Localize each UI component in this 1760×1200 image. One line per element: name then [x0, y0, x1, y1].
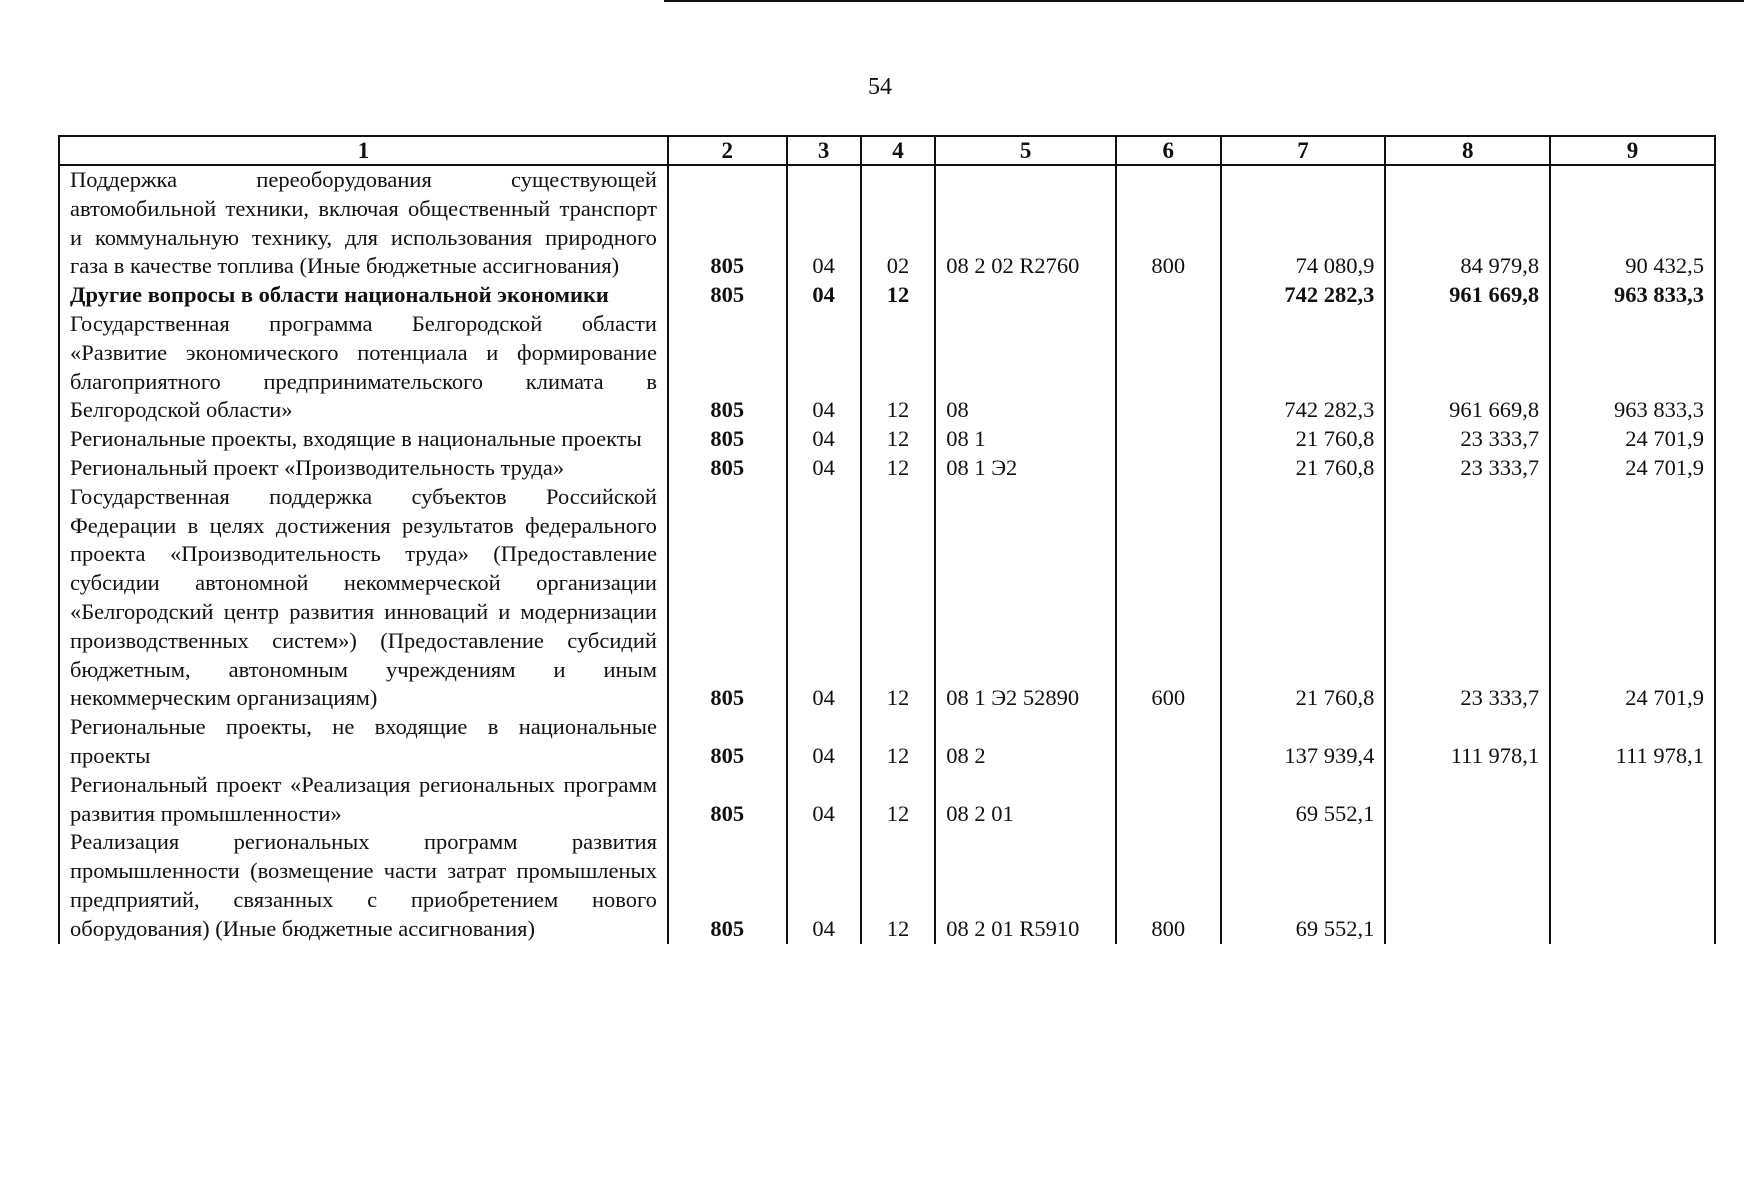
row-name: Государственная программа Белгородской области «Развитие экономического потенциала и формирование благоприятного предпринимательского климата в Белгородской области»: [59, 310, 668, 425]
row-name: Региональный проект «Реализация региональных программ развития промышленности»: [59, 771, 668, 829]
cell-col9: 24 701,9: [1550, 425, 1715, 454]
cell-col6: [1116, 425, 1221, 454]
cell-col2: 805: [668, 310, 787, 425]
cell-col2: 805: [668, 454, 787, 483]
col-header-5: 5: [935, 136, 1116, 165]
row-name: Региональные проекты, не входящие в национальные проекты: [59, 713, 668, 771]
cell-col6: [1116, 454, 1221, 483]
cell-col4: 12: [861, 454, 935, 483]
cell-col4: 12: [861, 310, 935, 425]
cell-col9: 963 833,3: [1550, 281, 1715, 310]
cell-col8: 961 669,8: [1385, 281, 1550, 310]
cell-col7: 137 939,4: [1221, 713, 1386, 771]
col-header-7: 7: [1221, 136, 1386, 165]
table-row: [59, 828, 1715, 943]
cell-col6: 800: [1116, 828, 1221, 943]
cell-col4: 12: [861, 425, 935, 454]
top-rule: [664, 0, 1744, 2]
row-name: Реализация региональных программ развития промышленности (возмещение части затрат промышленых предприятий, связанных с приобретением нового оборудования) (Иные бюджетные ассигнования): [59, 828, 668, 943]
cell-col5: [935, 281, 1116, 310]
cell-col4: 12: [861, 483, 935, 713]
cell-col3: 04: [787, 828, 861, 943]
table-row: [59, 713, 1715, 771]
cell-col4: 12: [861, 281, 935, 310]
table-row: [59, 281, 1715, 310]
cell-col7: 21 760,8: [1221, 454, 1386, 483]
cell-col2: 805: [668, 713, 787, 771]
col-header-9: 9: [1550, 136, 1715, 165]
table-row: [59, 454, 1715, 483]
cell-col3: 04: [787, 165, 861, 281]
cell-col2: 805: [668, 828, 787, 943]
header-row: [59, 136, 1715, 165]
cell-col5: 08 1 Э2: [935, 454, 1116, 483]
col-header-4: 4: [861, 136, 935, 165]
table-row: [59, 310, 1715, 425]
cell-col5: 08 1 Э2 52890: [935, 483, 1116, 713]
cell-col4: 12: [861, 771, 935, 829]
cell-col2: 805: [668, 771, 787, 829]
table-row: [59, 483, 1715, 713]
cell-col5: 08 2 01 R5910: [935, 828, 1116, 943]
cell-col9: [1550, 771, 1715, 829]
cell-col8: 961 669,8: [1385, 310, 1550, 425]
cell-col2: 805: [668, 165, 787, 281]
table-row: [59, 771, 1715, 829]
cell-col5: 08 2: [935, 713, 1116, 771]
col-header-3: 3: [787, 136, 861, 165]
cell-col6: [1116, 771, 1221, 829]
cell-col5: 08 2 01: [935, 771, 1116, 829]
cell-col2: 805: [668, 281, 787, 310]
cell-col5: 08 2 02 R2760: [935, 165, 1116, 281]
cell-col3: 04: [787, 713, 861, 771]
cell-col7: 742 282,3: [1221, 281, 1386, 310]
cell-col9: 963 833,3: [1550, 310, 1715, 425]
cell-col7: 74 080,9: [1221, 165, 1386, 281]
cell-col7: 742 282,3: [1221, 310, 1386, 425]
row-name: Региональный проект «Производительность труда»: [59, 454, 668, 483]
cell-col8: 23 333,7: [1385, 483, 1550, 713]
cell-col3: 04: [787, 425, 861, 454]
budget-table: [58, 135, 1716, 944]
cell-col8: 111 978,1: [1385, 713, 1550, 771]
cell-col9: 24 701,9: [1550, 454, 1715, 483]
cell-col5: 08: [935, 310, 1116, 425]
cell-col4: 02: [861, 165, 935, 281]
col-header-6: 6: [1116, 136, 1221, 165]
cell-col9: [1550, 828, 1715, 943]
cell-col8: [1385, 828, 1550, 943]
row-name: Государственная поддержка субъектов Российской Федерации в целях достижения результатов федерального проекта «Производительность труда» (Предоставление субсидии автономной некоммерческой организации «Белгородский центр развития инноваций и модернизации производственных систем») (Предоставление субсидий бюджетным, автономным учреждениям и иным некоммерческим организациям): [59, 483, 668, 713]
page-number: 54: [868, 74, 892, 100]
cell-col4: 12: [861, 828, 935, 943]
table-row: [59, 425, 1715, 454]
cell-col3: 04: [787, 281, 861, 310]
cell-col7: 21 760,8: [1221, 425, 1386, 454]
cell-col8: 23 333,7: [1385, 425, 1550, 454]
col-header-8: 8: [1385, 136, 1550, 165]
row-name: Поддержка переоборудования существующей автомобильной техники, включая общественный транспорт и коммунальную технику, для использования природного газа в качестве топлива (Иные бюджетные ассигнования): [59, 165, 668, 281]
cell-col4: 12: [861, 713, 935, 771]
cell-col6: [1116, 310, 1221, 425]
cell-col3: 04: [787, 771, 861, 829]
row-name: Другие вопросы в области национальной экономики: [59, 281, 668, 310]
cell-col3: 04: [787, 310, 861, 425]
cell-col6: 600: [1116, 483, 1221, 713]
cell-col6: [1116, 713, 1221, 771]
cell-col3: 04: [787, 483, 861, 713]
cell-col6: 800: [1116, 165, 1221, 281]
cell-col5: 08 1: [935, 425, 1116, 454]
cell-col8: 23 333,7: [1385, 454, 1550, 483]
cell-col3: 04: [787, 454, 861, 483]
cell-col8: [1385, 771, 1550, 829]
row-name: Региональные проекты, входящие в национальные проекты: [59, 425, 668, 454]
cell-col8: 84 979,8: [1385, 165, 1550, 281]
col-header-2: 2: [668, 136, 787, 165]
cell-col9: 111 978,1: [1550, 713, 1715, 771]
col-header-1: 1: [59, 136, 668, 165]
cell-col7: 69 552,1: [1221, 828, 1386, 943]
cell-col9: 90 432,5: [1550, 165, 1715, 281]
cell-col9: 24 701,9: [1550, 483, 1715, 713]
cell-col2: 805: [668, 425, 787, 454]
cell-col7: 69 552,1: [1221, 771, 1386, 829]
cell-col7: 21 760,8: [1221, 483, 1386, 713]
table-row: [59, 165, 1715, 281]
cell-col6: [1116, 281, 1221, 310]
cell-col2: 805: [668, 483, 787, 713]
